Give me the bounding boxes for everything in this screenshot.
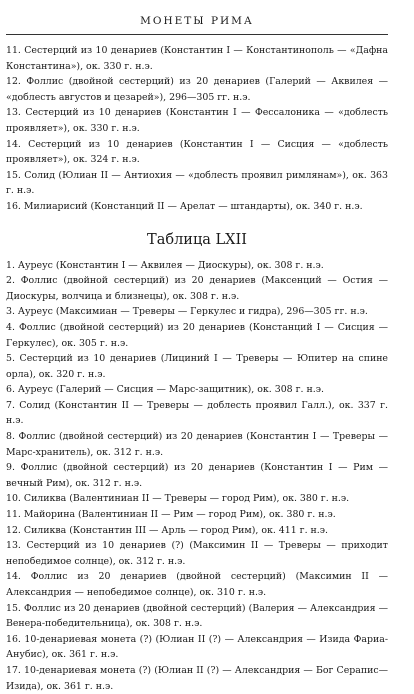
catalog-entry: 13. Сестерций из 10 денариев (Константин I — Фессалоника — «доблесть проявляет»), ок. 330 г. н.э. bbox=[6, 107, 388, 134]
catalog-entry: 16. Милиарисий (Констанций II — Арелат — штандарты), ок. 340 г. н.э. bbox=[6, 200, 363, 212]
catalog-entry: 11. Майорина (Валентиниан II — Рим — город Рим), ок. 380 г. н.э. bbox=[6, 509, 336, 521]
catalog-entry: 4. Фоллис (двойной сестерций) из 20 денариев (Констанций I — Сисция — Геркулес), ок. 305 г. н.э. bbox=[6, 321, 388, 349]
catalog-entry: 12. Фоллис (двойной сестерций) из 20 денариев (Галерий — Аквилея — «доблесть августов и цезарей»), 296—305 гг. н.э. bbox=[6, 76, 388, 103]
catalog-entry: 17. 10-денариевая монета (?) (Юлиан II (?) — Александрия — Бог Серапис—Изида), ок. 361 г. н.э. bbox=[6, 664, 388, 692]
catalog-entry: 7. Солид (Константин II — Треверы — доблесть проявил Галл.), ок. 337 г. н.э. bbox=[6, 399, 388, 427]
catalog-list-table-lxii bbox=[6, 258, 388, 694]
catalog-entry: 15. Солид (Юлиан II — Антиохия — «доблесть проявил римлянам»), ок. 363 г. н.э. bbox=[6, 169, 388, 197]
catalog-entry: 2. Фоллис (двойной сестерций) из 20 денариев (Максенций — Остия — Диоскуры, волчица и близнецы), ок. 308 г. н.э. bbox=[6, 275, 388, 302]
catalog-entry: 14. Фоллис из 20 денариев (двойной сестерций) (Максимин II — Александрия — непобедимое солнце), ок. 310 г. н.э. bbox=[6, 571, 388, 598]
catalog-entry: 10. Силиква (Валентиниан II — Треверы — город Рим), ок. 380 г. н.э. bbox=[6, 493, 350, 505]
catalog-entry: 5. Сестерций из 10 денариев (Лициний I — Треверы — Юпитер на спине орла), ок. 320 г. н.э. bbox=[6, 353, 388, 380]
catalog-entry: 8. Фоллис (двойной сестерций) из 20 денариев (Константин I — Треверы — Марс-хранитель), ок. 312 г. н.э. bbox=[6, 431, 388, 458]
catalog-entry: 16. 10-денариевая монета (?) (Юлиан II (?) — Александрия — Изида Фариа-Анубис), ок. 361 г. н.э. bbox=[6, 633, 388, 661]
catalog-entry: 1. Ауреус (Константин I — Аквилея — Диоскуры), ок. 308 г. н.э. bbox=[6, 259, 324, 271]
running-head: МОНЕТЫ РИМА bbox=[140, 15, 254, 27]
catalog-entry: 13. Сестерций из 10 денариев (?) (Максимин II — Треверы — приходит непобедимое солнце), ок. 312 г. н.э. bbox=[6, 540, 388, 567]
section-title: Таблица LXII bbox=[147, 231, 247, 248]
catalog-list-continued bbox=[6, 43, 388, 215]
catalog-entry: 15. Фоллис из 20 денариев (двойной сестерций) (Валерия — Александрия — Венера-победительница), ок. 308 г. н.э. bbox=[6, 602, 388, 630]
header-rule bbox=[6, 34, 388, 35]
catalog-entry: 9. Фоллис (двойной сестерций) из 20 денариев (Константин I — Рим — вечный Рим), ок. 312 г. н.э. bbox=[6, 462, 388, 489]
catalog-entry: 11. Сестерций из 10 денариев (Константин I — Константинополь — «Дафна Константина»), ок. 330 г. н.э. bbox=[6, 45, 388, 72]
catalog-entry: 12. Силиква (Константин III — Арль — город Рим), ок. 411 г. н.э. bbox=[6, 524, 328, 536]
catalog-entry: 3. Ауреус (Максимиан — Треверы — Геркулес и гидра), 296—305 гг. н.э. bbox=[6, 306, 368, 318]
catalog-entry: 6. Ауреус (Галерий — Сисция — Марс-защитник), ок. 308 г. н.э. bbox=[6, 384, 324, 396]
catalog-entry: 14. Сестерций из 10 денариев (Константин I — Сисция — «доблесть проявляет»), ок. 324 г. н.э. bbox=[6, 138, 388, 166]
